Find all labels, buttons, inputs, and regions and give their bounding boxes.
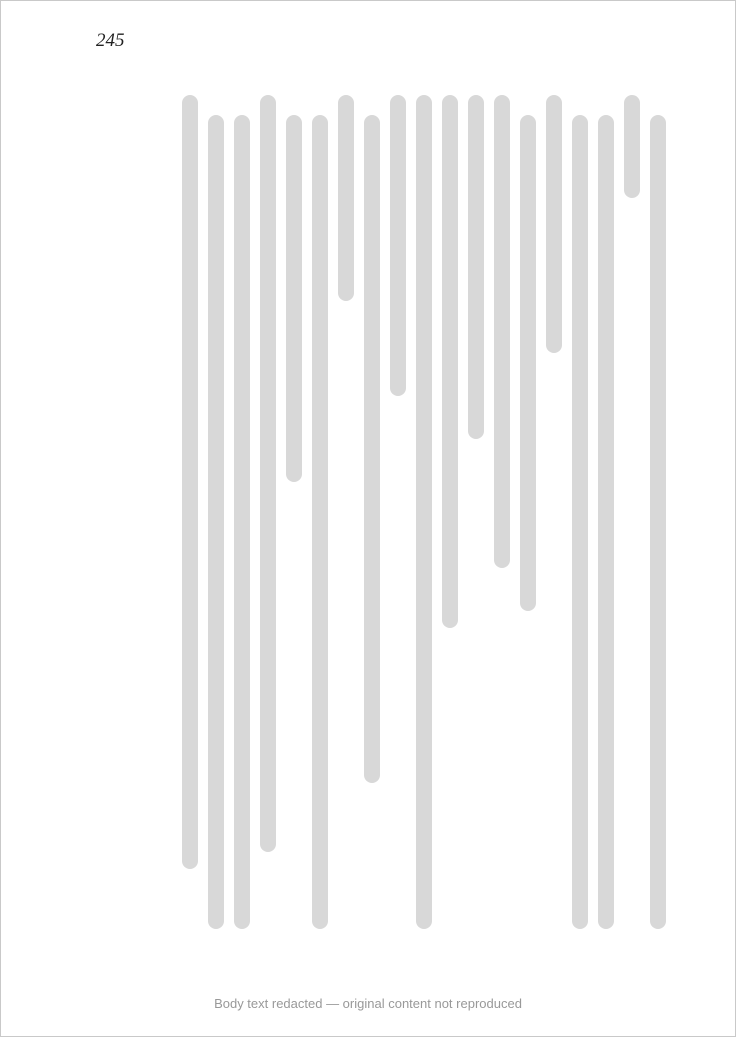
redacted-text-column	[546, 95, 562, 353]
redacted-text-column	[416, 95, 432, 929]
vertical-text-block	[182, 95, 666, 955]
redacted-text-column	[364, 115, 380, 783]
redacted-text-column	[286, 115, 302, 482]
redacted-text-column	[182, 95, 198, 869]
redacted-text-column	[390, 95, 406, 396]
redacted-text-column	[572, 115, 588, 929]
redacted-text-column	[598, 115, 614, 929]
redacted-text-column	[624, 95, 640, 198]
redaction-note: Body text redacted — original content not reproduced	[214, 996, 522, 1011]
redacted-text-column	[520, 115, 536, 611]
redacted-text-column	[208, 115, 224, 929]
redacted-text-column	[468, 95, 484, 439]
redacted-text-column	[494, 95, 510, 568]
redacted-text-column	[442, 95, 458, 628]
page-number: 245	[96, 30, 125, 51]
redacted-text-column	[338, 95, 354, 301]
redacted-text-column	[260, 95, 276, 852]
redacted-text-column	[312, 115, 328, 929]
redacted-text-column	[234, 115, 250, 929]
redacted-text-column	[650, 115, 666, 929]
